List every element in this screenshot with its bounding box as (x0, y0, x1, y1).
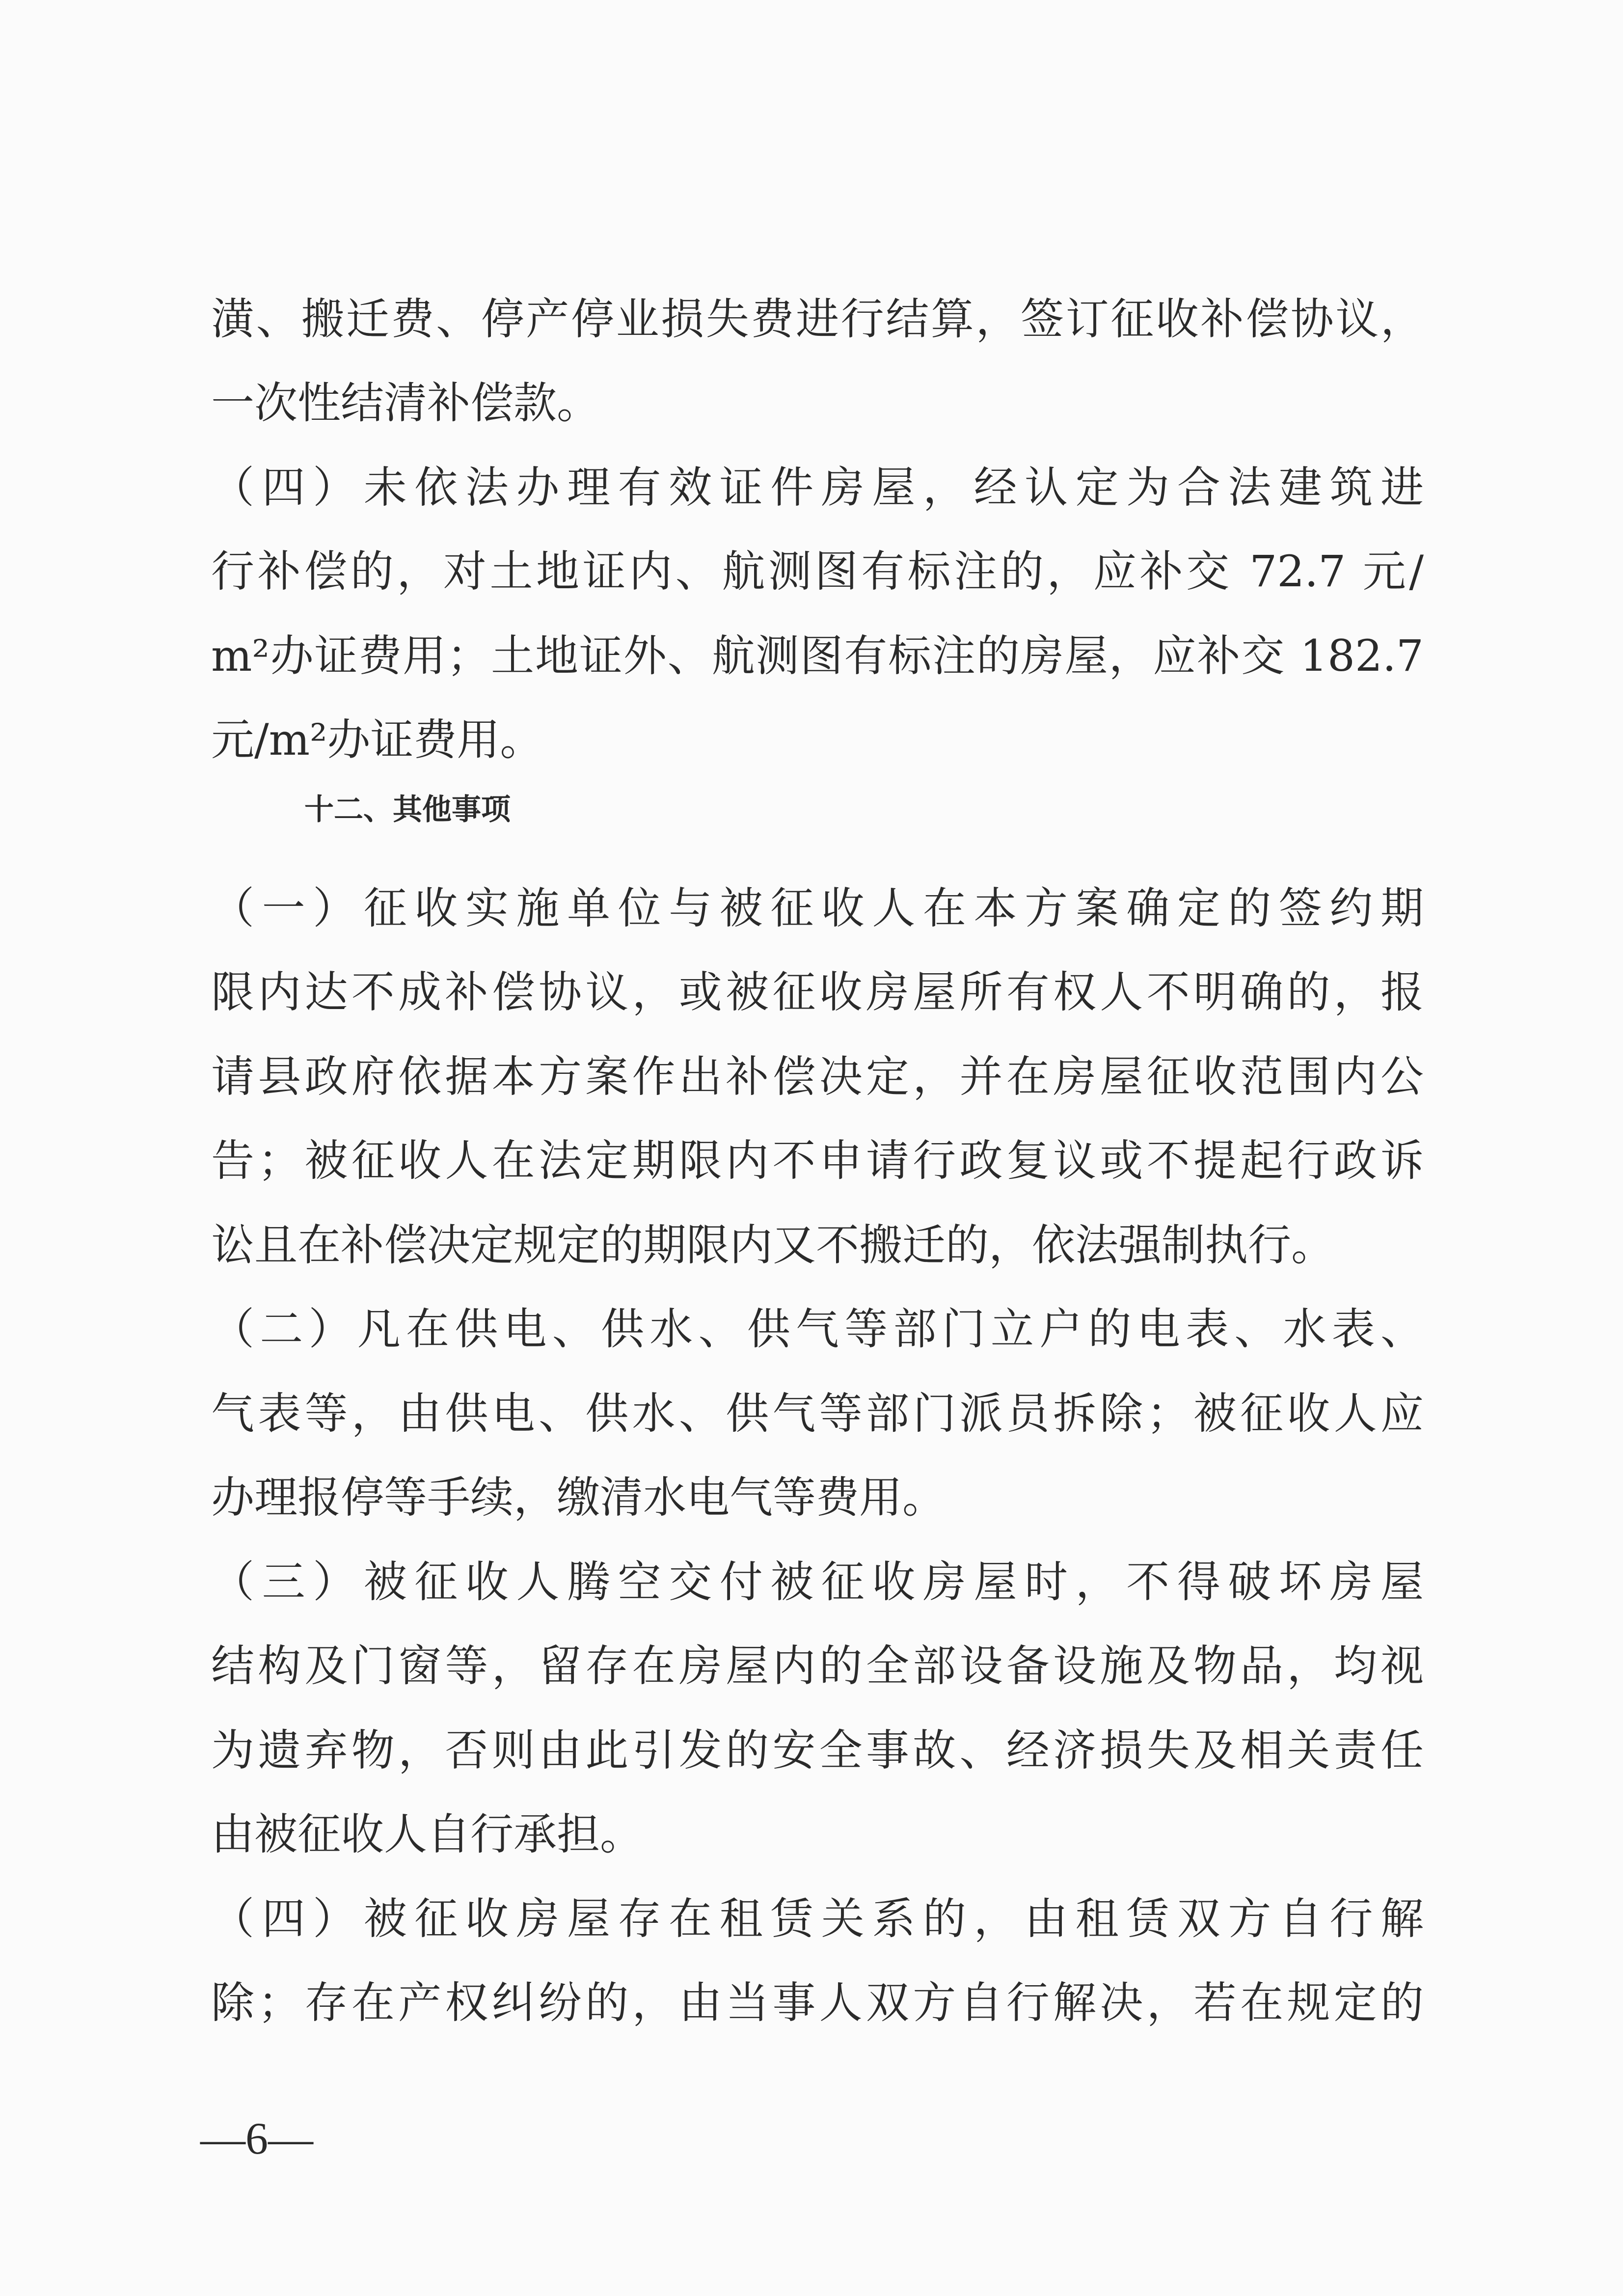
paragraph-line: 结构及门窗等，留存在房屋内的全部设备设施及物品，均视 (211, 1640, 1424, 1691)
paragraph-line: 行补偿的，对土地证内、航测图有标注的，应补交 72.7 元/ (211, 546, 1424, 597)
paragraph-line: 一次性结清补偿款。 (211, 378, 600, 428)
paragraph-line: m²办证费用；土地证外、航测图有标注的房屋，应补交 182.7 (211, 630, 1424, 681)
paragraph-line: 为遗弃物，否则由此引发的安全事故、经济损失及相关责任 (211, 1725, 1424, 1776)
paragraph-line: 告；被征收人在法定期限内不申请行政复议或不提起行政诉 (211, 1135, 1424, 1186)
paragraph-line: 元/m²办证费用。 (211, 714, 543, 765)
paragraph-line: 办理报停等手续，缴清水电气等费用。 (211, 1472, 946, 1523)
paragraph-line: 讼且在补偿决定规定的期限内又不搬迁的，依法强制执行。 (211, 1220, 1335, 1270)
paragraph-line: 潢、搬迁费、停产停业损失费进行结算，签订征收补偿协议， (211, 294, 1424, 344)
paragraph-line: 气表等，由供电、供水、供气等部门派员拆除；被征收人应 (211, 1388, 1424, 1439)
section-heading: 十二、其他事项 (304, 793, 511, 827)
page-number: —6— (200, 2113, 313, 2163)
paragraph-line: （四）被征收房屋存在租赁关系的，由租赁双方自行解 (211, 1893, 1424, 1944)
paragraph-line: （三）被征收人腾空交付被征收房屋时，不得破坏房屋 (211, 1557, 1424, 1607)
paragraph-line: （一）征收实施单位与被征收人在本方案确定的签约期 (211, 883, 1424, 933)
paragraph-line: 除；存在产权纠纷的，由当事人双方自行解决，若在规定的 (211, 1977, 1424, 2028)
paragraph-line: （二）凡在供电、供水、供气等部门立户的电表、水表、 (211, 1304, 1424, 1354)
paragraph-line: 由被征收人自行承担。 (211, 1809, 644, 1859)
paragraph-line: 限内达不成补偿协议，或被征收房屋所有权人不明确的，报 (211, 967, 1424, 1017)
paragraph-line: （四）未依法办理有效证件房屋，经认定为合法建筑进 (211, 462, 1424, 513)
paragraph-line: 请县政府依据本方案作出补偿决定，并在房屋征收范围内公 (211, 1051, 1424, 1102)
